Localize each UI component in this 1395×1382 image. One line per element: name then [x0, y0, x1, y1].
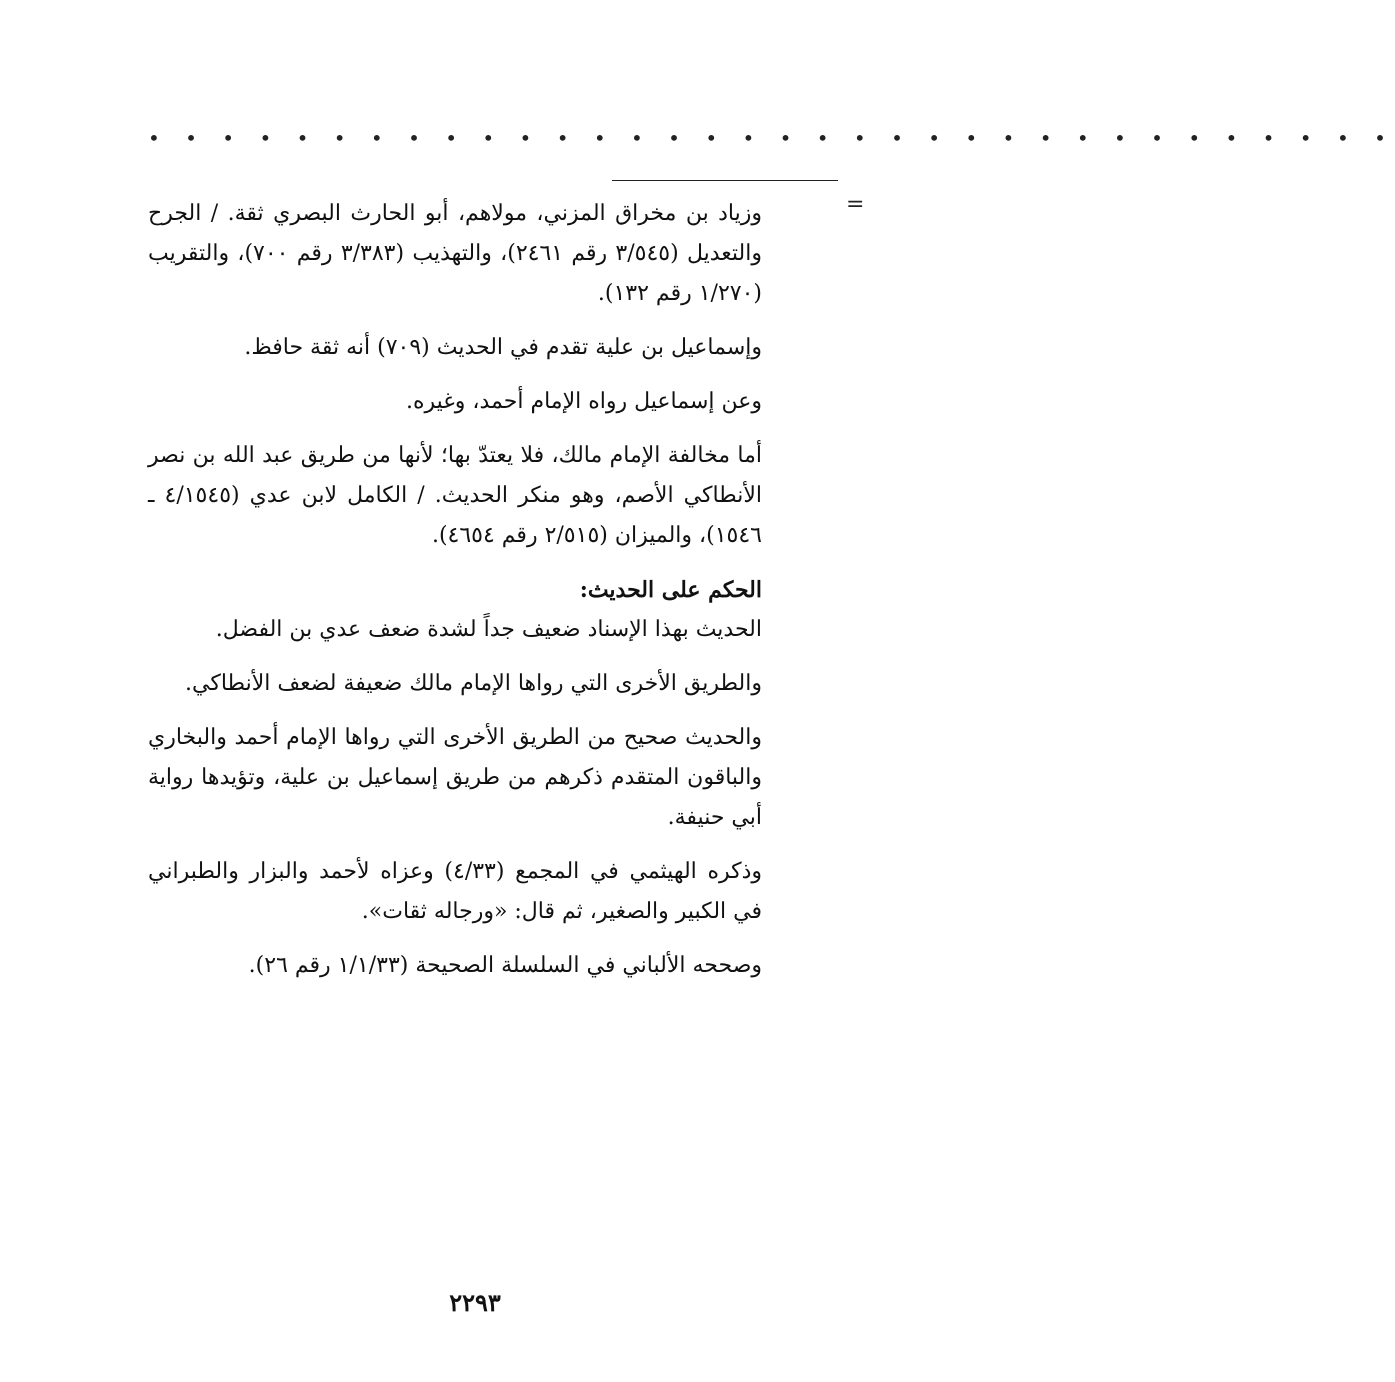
dotted-separator: • • • • • • • • • • • • • • • • • • • • • • • • • • • • • • • • • •: [148, 126, 1395, 150]
ruling-paragraph-malik-route: والطريق الأخرى التي رواها الإمام مالك ضعيفة لضعف الأنطاكي.: [185, 671, 762, 696]
ruling-paragraph-haythami: وذكره الهيثمي في المجمع (٤/٣٣) وعزاه لأحمد والبزار والطبراني في الكبير والصغير، ثم قال: «ورجاله ثقات».: [148, 859, 762, 924]
paragraph-malik-contradiction: أما مخالفة الإمام مالك، فلا يعتدّ بها؛ لأنها من طريق عبد الله بن نصر الأنطاكي الأصم، وهو منكر الحديث. / الكامل لابن عدي (٤/١٥٤٥ ـ ١٥٤٦)، والميزان (٢/٥١٥ رقم ٤٦٥٤).: [148, 443, 762, 548]
page-body: [148, 194, 762, 986]
ruling-paragraph-weak: الحديث بهذا الإسناد ضعيف جداً لشدة ضعف عدي بن الفضل.: [215, 617, 762, 642]
continuation-mark: =: [846, 192, 865, 217]
ruling-paragraph-sahih: والحديث صحيح من الطريق الأخرى التي رواها الإمام أحمد والبخاري والباقون المتقدم ذكرهم من طريق إسماعيل بن علية، وتؤيدها رواية أبي حنيفة.: [148, 725, 762, 830]
paragraph-ahmad-narration: وعن إسماعيل رواه الإمام أحمد، وغيره.: [405, 389, 762, 414]
footnote-rule: [612, 180, 838, 181]
page-number: ٢٢٩٣: [449, 1288, 501, 1317]
paragraph-narrator-ismail: وإسماعيل بن علية تقدم في الحديث (٧٠٩) أنه ثقة حافظ.: [244, 335, 762, 360]
ruling-paragraph-albani: وصححه الألباني في السلسلة الصحيحة (١/١/٣٣ رقم ٢٦).: [248, 953, 762, 978]
paragraph-narrator-ziyad: وزياد بن مخراق المزني، مولاهم، أبو الحارث البصري ثقة. / الجرح والتعديل (٣/٥٤٥ رقم ٢٤٦١)، والتهذيب (٣/٣٨٣ رقم ٧٠٠)، والتقريب (١/٢٧٠ رقم ١٣٢).: [148, 201, 762, 306]
ruling-heading: الحكم على الحديث:: [579, 577, 762, 603]
